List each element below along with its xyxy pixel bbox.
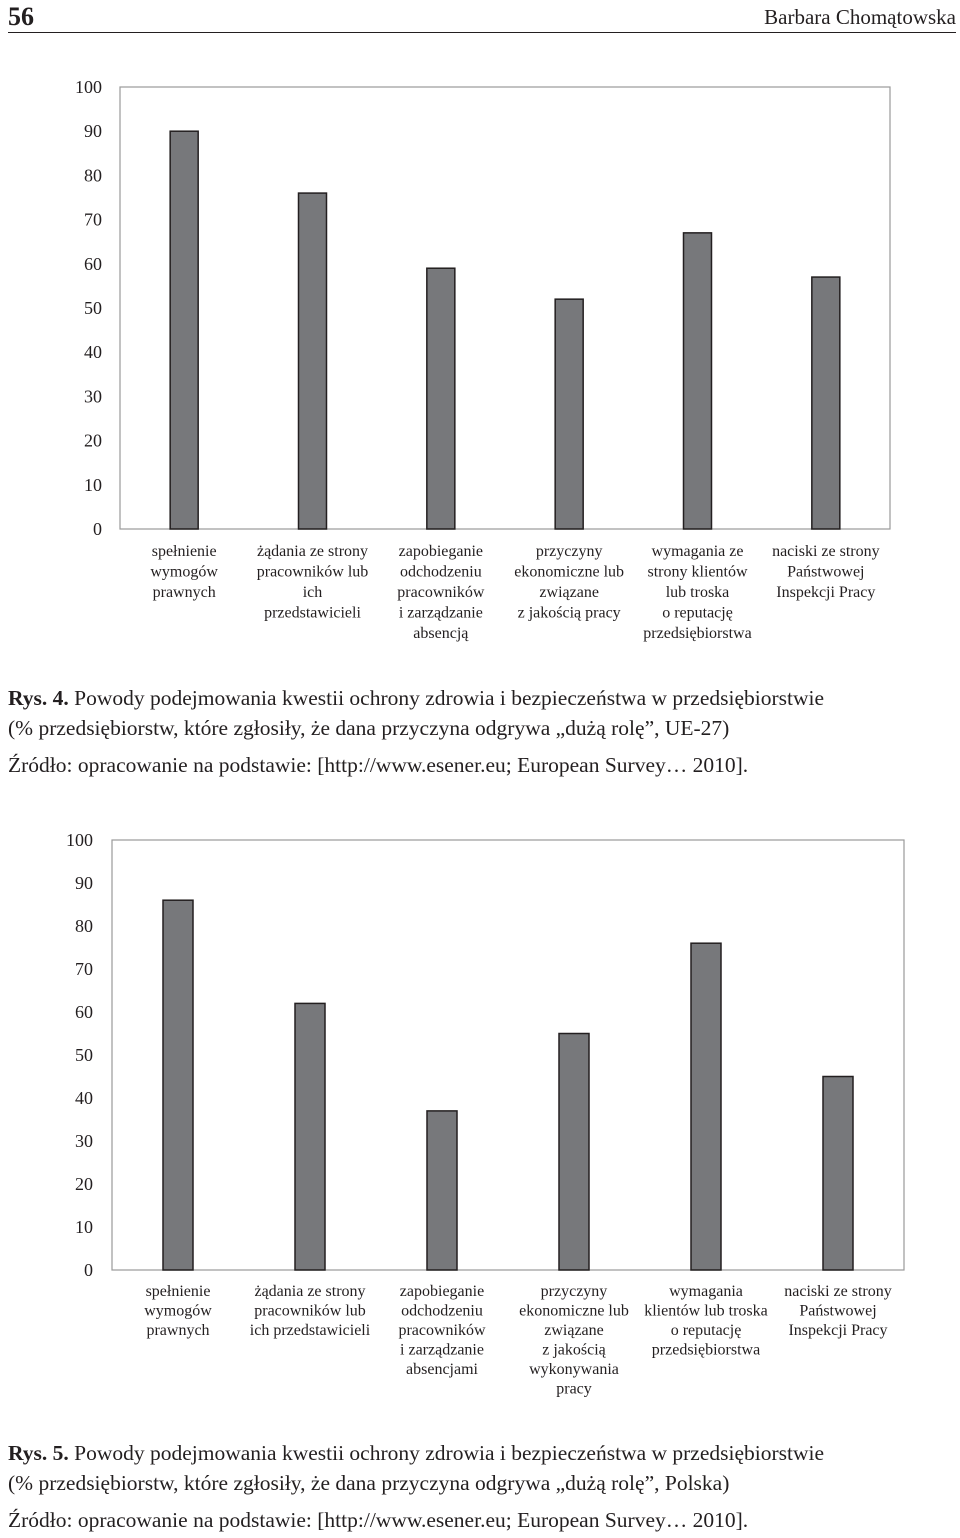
bar (691, 943, 721, 1270)
category-label: naciski ze strony Państwowej Inspekcji Pracy (784, 1283, 892, 1339)
y-tick-label: 100 (66, 830, 93, 850)
y-tick-label: 20 (84, 430, 102, 451)
y-tick-label: 90 (84, 121, 102, 142)
figure-label: Rys. 4. (8, 686, 69, 710)
y-tick-label: 60 (84, 253, 102, 274)
y-tick-label: 60 (75, 1002, 93, 1022)
y-tick-label: 70 (84, 209, 102, 230)
category-label: wymagania ze strony klientów lub troska o reputację przedsiębiorstwa (643, 543, 752, 642)
y-tick-label: 10 (75, 1217, 93, 1237)
figure-source-4: Źródło: opracowanie na podstawie: [http://www.esener.eu; European Survey… 2010]. (8, 753, 749, 777)
y-tick-label: 0 (93, 519, 102, 539)
caption-line1: Powody podejmowania kwestii ochrony zdrowia i bezpieczeństwa w przedsiębiorstwie (68, 686, 825, 710)
category-label: naciski ze strony Państwowej Inspekcji Pracy (772, 543, 880, 601)
figure-label: Rys. 5. (8, 1441, 69, 1465)
category-label: żądania ze strony pracowników lub ich przedstawicieli (249, 1283, 371, 1339)
category-label: przyczyny ekonomiczne lub związane z jakością pracy (514, 543, 625, 622)
y-tick-label: 10 (84, 474, 102, 495)
plot-frame (112, 840, 904, 1270)
caption-line2: (% przedsiębiorstw, które zgłosiły, że dana przyczyna odgrywa „dużą rolę”, UE-27) (8, 716, 730, 740)
y-tick-label: 40 (75, 1088, 93, 1108)
y-tick-label: 30 (75, 1131, 93, 1151)
bar (295, 1003, 325, 1270)
page-number: 56 (8, 2, 34, 31)
y-tick-label: 30 (84, 386, 102, 407)
category-label: spełnienie wymogów prawnych (144, 1283, 212, 1339)
category-label: zapobieganie odchodzeniu pracowników i zarządzanie absencjami (398, 1283, 486, 1378)
y-tick-label: 70 (75, 959, 93, 979)
bar (559, 1034, 589, 1271)
figure-source-5: Źródło: opracowanie na podstawie: [http://www.esener.eu; European Survey… 2010]. (8, 1508, 749, 1532)
y-tick-label: 90 (75, 873, 93, 893)
caption-line1: Powody podejmowania kwestii ochrony zdrowia i bezpieczeństwa w przedsiębiorstwie (68, 1441, 825, 1465)
y-tick-label: 0 (84, 1260, 93, 1280)
y-tick-label: 100 (75, 77, 102, 97)
y-tick-label: 80 (84, 165, 102, 186)
bar (823, 1077, 853, 1271)
y-tick-label: 20 (75, 1174, 93, 1194)
caption-line2: (% przedsiębiorstw, które zgłosiły, że dana przyczyna odgrywa „dużą rolę”, Polska) (8, 1471, 730, 1495)
running-author: Barbara Chomątowska (764, 5, 956, 29)
figure-caption-5 (8, 1438, 948, 1498)
category-label: zapobieganie odchodzeniu pracowników i zarządzanie absencją (397, 543, 485, 642)
category-label: spełnienie wymogów prawnych (150, 543, 218, 601)
y-tick-label: 80 (75, 916, 93, 936)
bar (163, 900, 193, 1270)
category-label: przyczyny ekonomiczne lub związane z jakością wykonywania pracy (519, 1283, 629, 1398)
bar (427, 1111, 457, 1270)
y-tick-label: 40 (84, 342, 102, 363)
y-tick-label: 50 (75, 1045, 93, 1065)
category-label: wymagania klientów lub troska o reputację przedsiębiorstwa (644, 1283, 768, 1359)
category-label: żądania ze strony pracowników lub ich przedstawicieli (256, 543, 369, 622)
y-tick-label: 50 (84, 298, 102, 318)
